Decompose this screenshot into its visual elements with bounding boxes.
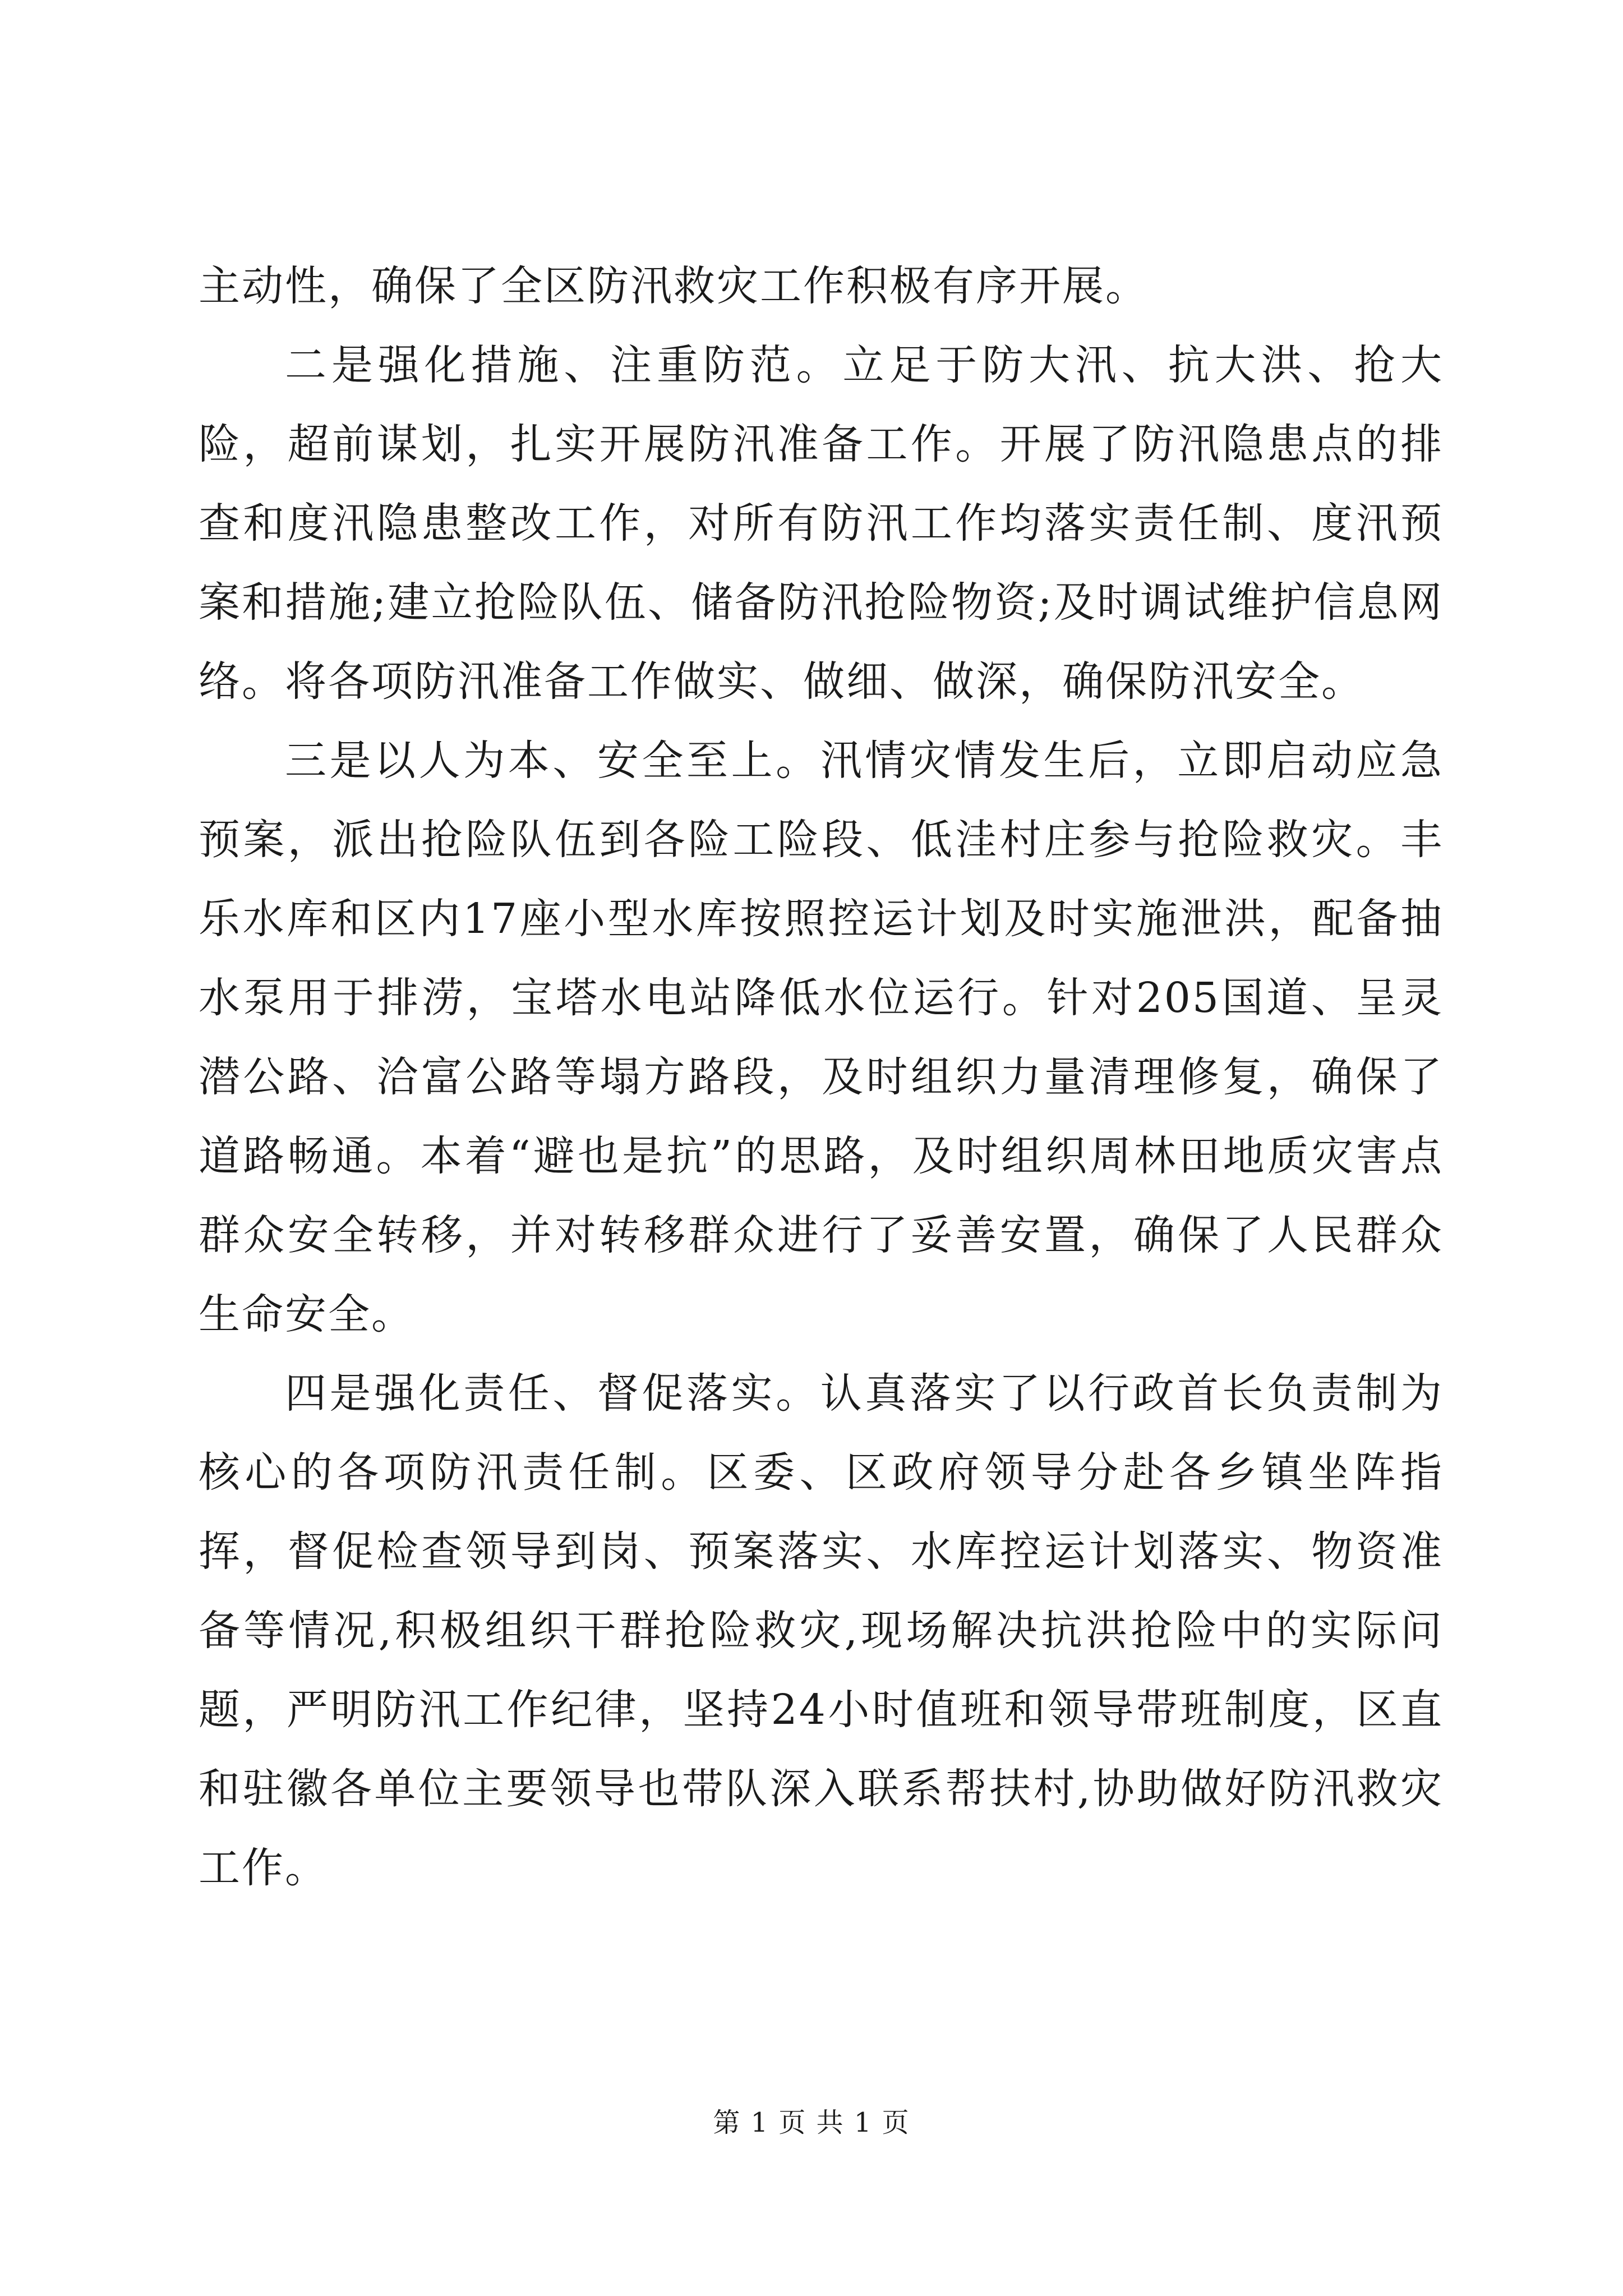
paragraph-responsibility: 四是强化责任、督促落实。认真落实了以行政首长负责制为核心的各项防汛责任制。区委、区政府领导分赴各乡镇坐阵指挥，督促检查领导到岗、预案落实、水库控运计划落实、物资准备等情况,积极组织干群抢险救灾,现场解决抗洪抢险中的实际问题，严明防汛工作纪律，坚持24小时值班和领导带班制度，区直和驻徽各单位主要领导也带队深入联系帮扶村,协助做好防汛救灾工作。 (199, 1369, 1444, 1892)
paragraph-measures: 二是强化措施、注重防范。立足于防大汛、抗大洪、抢大险，超前谋划，扎实开展防汛准备工作。开展了防汛隐患点的排查和度汛隐患整改工作，对所有防汛工作均落实责任制、度汛预案和措施;建立抢险队伍、储备防汛抢险物资;及时调试维护信息网络。将各项防汛准备工作做实、做细、做深，确保防汛安全。 (199, 341, 1444, 706)
paragraph-people-first: 三是以人为本、安全至上。汛情灾情发生后，立即启动应急预案，派出抢险队伍到各险工险段、低洼村庄参与抢险救灾。丰乐水库和区内17座小型水库按照控运计划及时实施泄洪，配备抽水泵用于排涝，宝塔水电站降低水位运行。针对205国道、呈灵潜公路、洽富公路等塌方路段，及时组织力量清理修复，确保了道路畅通。本着“避也是抗”的思路，及时组织周林田地质灾害点群众安全转移，并对转移群众进行了妥善安置，确保了人民群众生命安全。 (199, 737, 1444, 1338)
page-footer: 第 1 页 共 1 页 (713, 2107, 910, 2138)
paragraph-continuation: 主动性，确保了全区防汛救灾工作积极有序开展。 (199, 262, 1149, 310)
document-body (199, 247, 1444, 1908)
